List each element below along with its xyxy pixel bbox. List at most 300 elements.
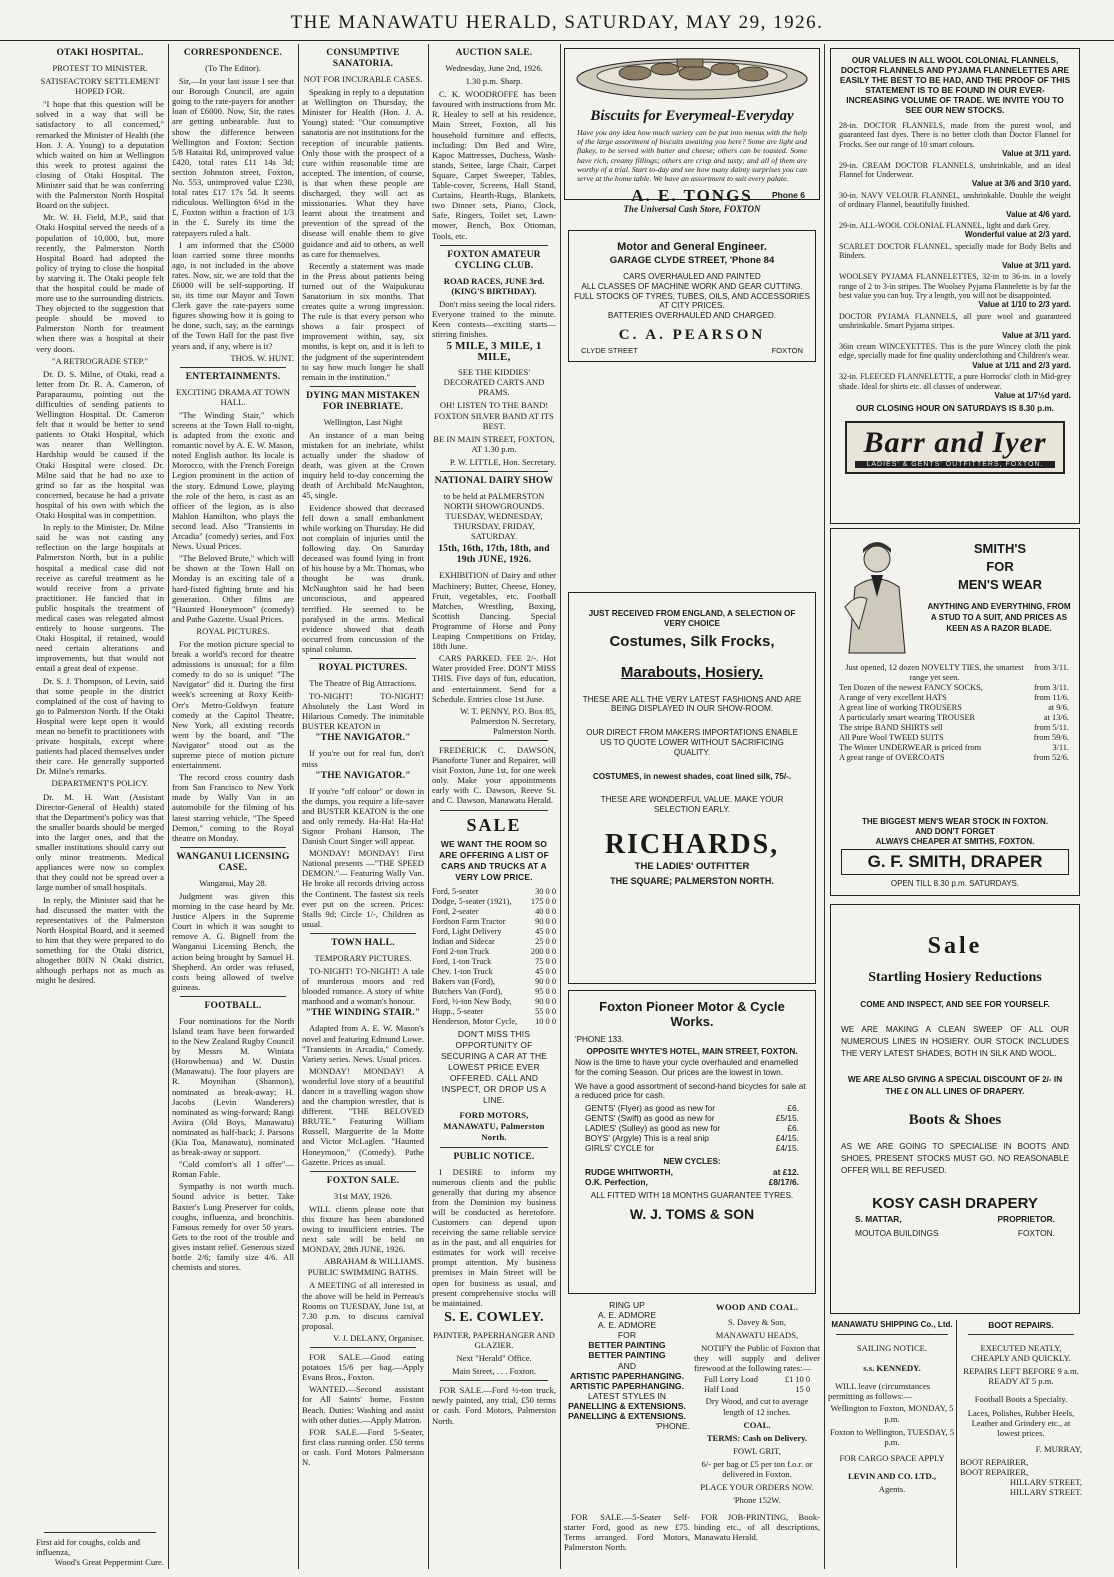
pioneer-phone: 'PHONE 133.: [575, 1035, 624, 1044]
car-row-price: 90 0 0: [535, 916, 556, 926]
boots-street: HILLARY STREET.: [1009, 1487, 1082, 1498]
divider: [836, 1334, 948, 1335]
notice-paragraph: CARS PARKED. FEE 2/-. Hot Water provided Free. DON'T MISS THIS. Five days of fun, education, and entertainment. Send for a Schedule. Entries close 1st June.: [432, 653, 556, 704]
column-rule: [168, 44, 169, 1569]
ok-label: O.K. Perfection,: [585, 1176, 648, 1187]
divider: [180, 996, 286, 997]
sale-heading: SALE: [466, 814, 522, 835]
boots-text: REPAIRS LEFT BEFORE 9 a.m. READY AT 5 p.m.: [963, 1366, 1079, 1387]
richards-text: THESE ARE ALL THE VERY LATEST FASHIONS AND ARE BEING DISPLAYED IN OUR SHOW-ROOM.: [582, 694, 802, 714]
wood-fowl-price: 6/- per bag or £5 per ton f.o.r. or delivered in Foxton.: [701, 1458, 813, 1480]
pearson-service: ALL CLASSES OF MACHINE WORK AND GEAR CUTTING.: [581, 281, 803, 291]
article-paragraph: The record cross country dash from San Francisco to New York made by Wally Van in an automobile for the filming of his latest starring vehicle, "The Speed Demon," coming to the Royal theatre on Monday.: [172, 772, 294, 843]
notice-paragraph: EXHIBITION of Dairy and other Machinery; Butter, Cheese, Honey, Fruit, vegetables, etc. Football Matches, Wrestling, Boxing, Scottish Dancing. Special Programme of Horse and Pony Leaping Competitions on Friday, 18th June.: [432, 570, 556, 652]
subheading: Wednesday, June 2nd, 1926.: [445, 63, 543, 73]
headline: CORRESPONDENCE.: [183, 48, 283, 58]
kosy-name: KOSY CASH DRAPERY: [872, 1194, 1038, 1212]
divider: [310, 658, 416, 659]
headline: ENTERTAINMENTS.: [185, 371, 281, 382]
shipping-text: WILL leave (circumstances permitting as follows:—: [828, 1381, 931, 1402]
flannels-intro: OUR VALUES IN ALL WOOL COLONIAL FLANNELS, DOCTOR FLANNELS AND PYJAMA FLANNELETTES ARE EASILY THE BEST TO BE HAD, AND THE PROOF OF THIS STATEMENT IS TO BE FOUND IN OUR EVER-INCREASING VOLUME OF TRADE. WE INVITE YOU TO SEE OUR NEW STOCKS.: [839, 55, 1071, 115]
shipping-agents: Agents.: [878, 1484, 906, 1495]
bike-row-price: £5/15.: [775, 1112, 799, 1123]
classified-ad: [564, 1512, 690, 1568]
notice-paragraph: A MEETING of all interested in the above will be held in Perreau's Rooms on TUESDAY, June 1st, at 7.30 p.m. to discuss carnival proposal.: [302, 1280, 424, 1331]
rudge-price: at £12.: [772, 1166, 799, 1177]
flannels-closing: OUR CLOSING HOUR ON SATURDAYS IS 8.30 p.m.: [856, 404, 1054, 414]
flannel-item: [839, 161, 1071, 189]
car-row-price: 200 0 0: [530, 946, 556, 956]
headline: TOWN HALL.: [331, 937, 395, 948]
admore-line: ARTISTIC PAPERHANGING.: [570, 1370, 684, 1381]
pearson-name: C. A. PEARSON: [618, 326, 766, 343]
flannel-price: Value at 3/6 and 3/10 yard.: [971, 179, 1071, 189]
signature: P. W. LITTLE, Hon. Secretary.: [449, 456, 556, 467]
car-row-label: Dodge, 5-seater (1921),: [432, 896, 512, 906]
divider: [440, 740, 548, 741]
classified-ad: FOR SALE.—Ford 5-Seater, first class running order. £50 terms or cash. Ford Motors Palmerston N.: [302, 1426, 424, 1467]
car-row: [432, 1007, 556, 1017]
subheading: SATISFACTORY SETTLEMENT HOPED FOR.: [40, 76, 160, 97]
pearson-service: FULL STOCKS OF TYRES, TUBES, OILS, AND ACCESSORIES AT CITY PRICES.: [574, 291, 810, 311]
car-row-label: Bakers van (Ford),: [432, 976, 496, 986]
car-row-label: Butchers Van (Ford),: [432, 986, 503, 996]
bike-row: [585, 1133, 799, 1143]
divider: [44, 1532, 156, 1533]
smith-row-label: A particularly smart wearing TROUSER: [839, 713, 976, 722]
admore-line: ARTISTIC PAPERHANGING.: [570, 1380, 684, 1391]
smiths-price-list: [839, 663, 1069, 763]
flannel-price: Value at 1/10 to 2/3 yard.: [978, 300, 1071, 310]
divider: [310, 386, 416, 387]
logo-subtext: LADIES' & GENTS' OUTFITTERS, FOXTON.: [855, 461, 1055, 468]
wood-rate-value: 15 0: [795, 1385, 810, 1395]
admore-line: A. E. ADMORE: [597, 1320, 657, 1331]
headline: FOOTBALL.: [204, 1000, 262, 1011]
cowley-trade: PAINTER, PAPERHANGER AND GLAZIER.: [433, 1329, 555, 1350]
bike-row-price: £4/15.: [775, 1142, 799, 1153]
kosy-boots: Boots & Shoes: [908, 1111, 1002, 1128]
car-row-label: Henderson, Motor Cycle,: [432, 1016, 518, 1026]
car-row: [432, 1017, 556, 1027]
smith-row: [839, 743, 1069, 753]
headline: NATIONAL DAIRY SHOW: [434, 476, 554, 486]
kosy-text: WE ARE MAKING A CLEAN SWEEP OF ALL OUR NUMEROUS LINES IN HOSIERY. OUR STOCK INCLUDES THE VERY LATEST SHADES, BOTH IN SILK AND WOOL.: [841, 1024, 1069, 1058]
car-row: [432, 957, 556, 967]
smith-row-label: A great line of working TROUSERS: [839, 703, 962, 712]
article-paragraph: Mr. W. H. Field, M.P., said that Otaki Hospital served the needs of a population of 10,000, but, more recently, the Palmerston North Hospital Board had adopted the policy of trying to close the hospital by starving it. The Otaki people felt that the hospital could be made of more use to the surrounding districts. They objected to the suggestion that people should be moved to Palmerston North for treatment when there was a hospital at their very doors.: [36, 212, 164, 354]
film-title: "THE WINDING STAIR.": [305, 1008, 421, 1019]
smith-row-label: Ten Dozen of the newest FANCY SOCKS,: [839, 683, 983, 692]
smith-row-price: at 9/6.: [1048, 703, 1069, 712]
headline: ROYAL PICTURES.: [318, 662, 408, 673]
article-paragraph: In reply, the Minister said that he had discussed the matter with the representatives of the Palmerston North Hospital Board, and it seemed to him that they were prepared to do something for the Otaki district, altogether 80IN N Otaki district, although perhaps not as much as might be desired.: [36, 894, 164, 986]
boots-text: EXECUTED NEATLY, CHEAPLY AND QUICKLY.: [971, 1343, 1071, 1364]
kosy-building: MOUTOA BUILDINGS: [855, 1227, 939, 1238]
subheading: PROTEST TO MINISTER.: [52, 63, 148, 73]
subheading: TEMPORARY PICTURES.: [314, 952, 412, 963]
article-paragraph: "Cold comfort's all I offer"—Roman Fable.: [172, 1159, 294, 1180]
shipping-route: Wellington to Foxton, MONDAY, 5 p.m.: [830, 1403, 954, 1424]
boots-trade: BOOT REPAIRER,: [960, 1467, 1029, 1478]
flannel-price: Value at 4/6 yard.: [1006, 209, 1071, 219]
kosy-town: FOXTON.: [1017, 1227, 1055, 1238]
car-row: [432, 887, 556, 897]
car-row: [432, 987, 556, 997]
richards-ad: [568, 592, 816, 984]
divider: [440, 1147, 548, 1148]
advert-line: First aid for coughs, colds and influenza,: [36, 1536, 141, 1557]
smith-row-price: from 11/6.: [1033, 693, 1069, 702]
kosy-text: COME AND INSPECT, AND SEE FOR YOURSELF.: [860, 1000, 1050, 1009]
subheading: Wellington, Last Night: [323, 416, 403, 427]
boots-text: Football Boots a Specialty.: [974, 1394, 1068, 1405]
richards-sub: THE LADIES' OUTFITTER: [634, 860, 750, 872]
kosy-cash-drapery-ad: [830, 904, 1080, 1314]
pioneer-text: We have a good assortment of second-hand bicycles for sale at a reduced price for cash.: [575, 1081, 806, 1101]
car-row-price: 175 0 0: [530, 896, 556, 906]
smith-row-price: from 59/6.: [1033, 733, 1069, 742]
car-row: [432, 997, 556, 1007]
flannel-item: [839, 372, 1071, 400]
divider: [310, 1347, 416, 1348]
car-row-price: 30 0 0: [535, 886, 556, 896]
bike-row-price: £4/15.: [775, 1132, 799, 1143]
smith-row-label: Just opened, 12 dozen NOVELTY TIES, the smartest range yet seen.: [845, 663, 1024, 682]
smiths-stock: ALWAYS CHEAPER AT SMITHS, FOXTON.: [875, 837, 1035, 846]
tongs-body: Have you any idea how much variety can be put into menus with the help of the large assortment of biscuits awaiting you here? Some are light and flakey, to be served with butter and cheese; others can be toasted. Some have rich, creamy fillings; others are crisp and tasty; and all of them are worthy of a trial. Start to-day and see how many dainty surprises you can serve at the home table. We have an assortment to suit every palate.: [577, 128, 807, 184]
article-paragraph: "The Winding Stair," which screens at the Town Hall to-night, is adapted from the exotic and romantic novel by A. E. W. Mason, noted English author. Its locale is Morocco, with the French Foreign Legion prominent in the action of the story. Edmund Lowe, playing the role of the hero, is cast as an officer of the legion, as is also Mahlon Hamilton, who plays the second lead. Also "Transients in Arcadia" (comedy) series, and Fox News. Usual Prices.: [172, 409, 294, 552]
article-paragraph: An instance of a man being mistaken for an inebriate, whilst actually under the shadow of death, was given at the Crown inquiry held to-day concerning the death of Archibald McNaughton, 45, single.: [302, 429, 424, 501]
admore-line: BETTER PAINTING: [588, 1340, 666, 1351]
pearson-service: BATTERIES OVERHAULED AND CHARGED.: [607, 311, 777, 321]
column-notices: [432, 46, 556, 1571]
boots-name: F. MURRAY,: [1035, 1443, 1082, 1454]
car-row: [432, 937, 556, 947]
article-paragraph: Sir,—In your last issue I see that our Borough Council, are again going to the rate-payers for another loan of £6000. Now, Sir, the rates are getting unbearable. Just to show the difference between Wellington and Foxton: Section 5/8 Hataitai Rd, unimproved value £420, total rates £11 14s 3d; section Johnston street, Foxton, No. 553, unimproved value £230, total rates £17 17s 5d. It seems ridiculous. Wellington 6½d in the £, Foxton within a fraction of 1/3 in the £. Surely its time the ratepayers ruled a halt.: [172, 76, 294, 238]
flannel-price: Value at 3/11 yard.: [1002, 149, 1071, 159]
notice-paragraph: Don't miss seeing the local riders. Everyone trained to the minute. Keen contests—exciting starts—stirring finishes.: [432, 298, 556, 340]
pearson-street: CLYDE STREET: [581, 345, 638, 355]
smith-row: [839, 703, 1069, 713]
article-paragraph: Dr. M. H. Watt (Assistant Director-General of Health) stated that the Department's policy was that the smaller boards should be merged into the larger ones, and that the smaller institutions should carry out only minor treatments. Medical appliances were now so complex that they could not be spread over a large number of small hospitals.: [36, 791, 164, 893]
tongs-biscuits-ad: [564, 48, 820, 215]
pioneer-text: Now is the time to have your cycle overhauled and enamelled for the coming Season. Our prices are the lowest in town.: [575, 1058, 799, 1077]
car-row-price: 45 0 0: [535, 926, 556, 936]
signature: W. T. PENNY, P.O. Box 85, Palmerston N. Secretary, Palmerston North.: [460, 705, 556, 736]
bike-row-label: GENTS' (Swift) as good as new for: [585, 1112, 715, 1123]
advert-paragraph: Adapted from A. E. W. Mason's novel and featuring Edmund Lowe. "Transients in Arcadia," Comedy. Variety series. News. Usual prices.: [302, 1023, 424, 1064]
column-sanatoria: [302, 46, 424, 1571]
smiths-tagline: ANYTHING AND EVERYTHING, FROM A STUD TO A SUIT, AND PRICES AS KEEN AS A RAZOR BLADE.: [927, 602, 1071, 633]
bike-row: [585, 1143, 799, 1153]
show-dates: 15th, 16th, 17th, 18th, and 19th JUNE, 1926.: [438, 544, 550, 566]
flannel-price: Value at 1/11 and 2/3 yard.: [972, 360, 1071, 370]
rudge-label: RUDGE WHITWORTH,: [585, 1166, 673, 1177]
bike-row-label: LADIES' (Sulley) as good as new for: [585, 1122, 721, 1133]
flannel-description: 29-in. ALL-WOOL COLONIAL FLANNEL, light and dark Grey.: [839, 221, 1051, 231]
subheading: The Theatre of Big Attractions.: [309, 677, 417, 688]
flannel-description: 28-in. DOCTOR FLANNELS, made from the purest wool, and guaranteed fast dyes. There is no better cloth than Doctor Flannel for Frocks. See our range of 10 smart colours.: [839, 121, 1071, 149]
admore-line: A. E. ADMORE: [597, 1310, 657, 1321]
admore-line: BETTER PAINTING: [588, 1350, 666, 1361]
pearson-address: GARAGE CLYDE STREET, 'Phone 84: [609, 255, 775, 266]
classified-ad: FOR SALE.—Good eating potatoes 15/6 per bag.—Apply Evans Bros., Foxton.: [302, 1352, 424, 1383]
smiths-stock: THE BIGGEST MEN'S WEAR STOCK IN FOXTON.: [861, 817, 1049, 826]
column-rule: [298, 44, 299, 1569]
car-row-price: 90 0 0: [535, 996, 556, 1006]
flannel-price: Wonderful value at 2/3 yard.: [964, 230, 1071, 240]
admore-line: 'PHONE.: [655, 1421, 690, 1432]
bike-row-price: £6.: [787, 1102, 799, 1113]
car-row-label: Indian and Sidecar: [432, 936, 495, 946]
cowley-address: Next "Herald" Office.: [456, 1353, 532, 1364]
bike-row: [585, 1103, 799, 1113]
car-row-price: 40 0 0: [535, 906, 556, 916]
flannel-item: [839, 312, 1071, 340]
subheading: PUBLIC SWIMMING BATHS.: [307, 1267, 419, 1278]
car-row-label: Ford, Light Delivery: [432, 926, 502, 936]
wood-coal-ad: [694, 1300, 820, 1506]
pioneer-new-cycles: NEW CYCLES:: [663, 1156, 721, 1166]
wood-rate-value: £1 10 0: [784, 1375, 810, 1385]
subheading: 31st MAY, 1926.: [333, 1190, 393, 1201]
shipping-agent: LEVIN AND CO. LTD.,: [847, 1470, 937, 1481]
divider: [440, 245, 548, 246]
column-rule: [824, 44, 825, 1569]
article-paragraph: Evidence showed that deceased fell down a small embankment while working on Thursday. He did not complain of injuries until the following day. On Saturday deceased was found lying in front of his house by a Mr. Thomas, who thought he was drunk. McNaughton said he had been unconscious, and appeared terrified. He seemed to be paralysed in the arms. Medical evidence showed that death occurred from concussion of the spinal column.: [302, 502, 424, 654]
article-paragraph: Dr. S. J. Thompson, of Levin, said that some people in the district complained of the cost of having to go to Palmerston North. If the Otaki Hospital were kept open it would mean no benefit to practitioners with private hospitals, except where patients had placed themselves under their care. He generally supported Dr. Milne's remarks.: [36, 675, 164, 777]
divider: [440, 810, 548, 811]
classified-ad: FOR SALE.—Ford ½-ton truck, newly painted, any trial, £50 terms or cash. Ford Motors, Palmerston North.: [432, 1385, 556, 1426]
notice-paragraph: FREDERICK C. DAWSON, Pianoforte Tuner and Repairer, will visit Foxton, June 1st, for one week only. Make your appointments early with C. Dawson, Reeve St. and C. Dawson, Manawatu Herald.: [432, 744, 556, 806]
wood-sub: MANAWATU HEADS,: [715, 1330, 799, 1341]
flannel-item: [839, 272, 1071, 310]
column-rule: [560, 44, 561, 1569]
headline: FOXTON SALE.: [326, 1175, 400, 1186]
flannel-description: 30-in. NAVY VELOUR FLANNEL, unshrinkable. Double the weight of ordinary Flannel, beautifully finished.: [839, 190, 1071, 210]
richards-text: OUR DIRECT FROM MAKERS IMPORTATIONS ENABLE US TO QUOTE LOWER WITHOUT SACRIFICING QUALITY.: [586, 728, 798, 757]
tongs-tagline: Biscuits for Everymeal-Everyday: [590, 108, 794, 124]
car-row-label: Ford, ½-ton New Body,: [432, 996, 512, 1006]
subheading: (To The Editor).: [205, 63, 261, 73]
bike-row-price: £6.: [787, 1122, 799, 1133]
pearson-service: CARS OVERHAULED AND PAINTED: [623, 272, 761, 281]
car-row: [432, 917, 556, 927]
advert-paragraph: MONDAY! MONDAY! First National presents —"THE SPEED DEMON."— Featuring Wally Van. He broke all records driving across the Continent. The fastest six reels ever put on the screen. Prices: Stalls 9d; Circle 1/-, Children as usual.: [302, 848, 424, 929]
kosy-text: AS WE ARE GOING TO SPECIALISE IN BOOTS AND SHOES, PRESENT STOCKS MUST GO. NO REASONABLE OFFER WILL BE REFUSED.: [841, 1141, 1069, 1175]
boots-heading: BOOT REPAIRS.: [988, 1320, 1054, 1330]
car-row: [432, 897, 556, 907]
flannel-description: 36in cream WINCEYETTES. This is the pure Wincey cloth the pink edge, specially made for fine quality underclothing and Children's wear.: [839, 341, 1071, 361]
car-row: [432, 947, 556, 957]
flannel-price: Value at 1/7½d yard.: [994, 390, 1071, 400]
tongs-name: A. E. TONGS: [631, 186, 753, 206]
kosy-discount: WE ARE ALSO GIVING A SPECIAL DISCOUNT OF 2/- IN THE £ ON ALL LINES OF DRAPERY.: [847, 1074, 1063, 1096]
smiths-mens-wear-ad: [830, 528, 1080, 896]
tongs-store: The Universal Cash Store, FOXTON: [623, 204, 761, 215]
shipping-notice: [828, 1320, 956, 1568]
car-row-price: 90 0 0: [535, 976, 556, 986]
bike-row: [585, 1113, 799, 1123]
film-title: "THE NAVIGATOR.": [315, 733, 411, 744]
pioneer-title: Foxton Pioneer Motor & Cycle Works.: [599, 999, 785, 1029]
flannel-description: 32-in. FLEECED FLANNELETTE, a pure Horrocks' cloth in Mid-grey shade. Ideal for shirts etc. all classes of underwear.: [839, 372, 1071, 391]
smiths-for: FOR: [986, 559, 1014, 574]
race-distances: 5 MILE, 3 MILE, 1 MILE,: [446, 340, 542, 364]
cowley-address: Main Street, . . . Foxton.: [451, 1366, 537, 1377]
bike-row-label: GENTS' (Flyer) as good as new for: [585, 1102, 716, 1113]
pioneer-guarantee: ALL FITTED WITH 18 MONTHS GUARANTEE TYRES.: [590, 1190, 794, 1200]
car-row-price: 95 0 0: [535, 986, 556, 996]
bike-row: [585, 1123, 799, 1133]
flannel-description: 29-in. CREAM DOCTOR FLANNELS, unshrinkable, and an ideal Flannel for Underwear.: [839, 160, 1071, 180]
tongs-phone: Phone 6: [771, 190, 805, 201]
boot-repairs-ad: [960, 1320, 1082, 1568]
admore-line: AND: [617, 1360, 637, 1371]
flannel-item: [839, 191, 1071, 219]
wood-text: NOTIFY the Public of Foxton that they will supply and deliver firewood at the following rates:—: [694, 1343, 820, 1374]
flannel-description: WOOLSEY PYJAMA FLANNELETTES, 32-in to 36-in. in a lovely range of 2 to 3-in stripes. The Woolsey Pyjama Flannelette is by far the best value you can buy. Try a length, you will not be disappointed.: [839, 272, 1071, 300]
headline: FOXTON AMATEUR CYCLING CLUB.: [447, 249, 541, 271]
advert-paragraph: TO-NIGHT! TO-NIGHT! A tale of murderous moors and red blooded romance. A story of white manhood and a woman's honour.: [302, 966, 424, 1007]
signature: V. J. DELANY, Organiser.: [333, 1332, 424, 1343]
car-row-price: 45 0 0: [535, 966, 556, 976]
smith-row-price: at 13/6.: [1043, 713, 1069, 722]
ok-price: £8/17/6.: [768, 1176, 799, 1187]
wood-phone: 'Phone 152W.: [733, 1495, 781, 1506]
admore-ad: [564, 1300, 690, 1506]
car-row-label: Chev. 1-ton Truck: [432, 966, 493, 976]
divider: [310, 1171, 416, 1172]
advert-paragraph: TO-NIGHT! TO-NIGHT! Absolutely the Last Word in Hilarious Comedy. The inimitable BUSTER KEATON in: [302, 691, 424, 732]
signature: FORD MOTORS, MANAWATU, Palmerston North.: [443, 1109, 545, 1142]
wood-fowl: FOWL GRIT,: [733, 1445, 781, 1456]
pearson-garage-ad: [568, 230, 816, 362]
smiths-name: G. F. SMITH, DRAPER: [841, 849, 1069, 875]
bike-price-list: [569, 1103, 815, 1153]
sale-subheading: WE WANT THE ROOM SO ARE OFFERING A LIST OF CARS AND TRUCKS AT A VERY LOW PRICE.: [439, 838, 549, 882]
shipping-heading: MANAWATU SHIPPING Co., Ltd.: [831, 1320, 953, 1329]
subheading: NOT FOR INCURABLE CASES.: [303, 74, 423, 84]
headline: OTAKI HOSPITAL.: [56, 48, 144, 58]
smith-row-price: from 52/6.: [1033, 753, 1069, 762]
divider: [180, 367, 286, 368]
smith-row-price: 3/11.: [1052, 743, 1069, 752]
signature: THOS. W. HUNT.: [230, 352, 294, 363]
car-row-label: Ford, 5-seater: [432, 886, 479, 896]
classified-ad: WANTED.—Second assistant for All Saints' home, Foxton Beach. Duties: Washing and assist with other duties.—Apply Matron.: [302, 1384, 424, 1425]
flannel-item: [839, 242, 1071, 270]
subheading: to be held at PALMERSTON NORTH SHOWGROUNDS. TUESDAY, WEDNESDAY, THURSDAY, FRIDAY, SATURDAY.: [443, 491, 545, 542]
car-row-price: 25 0 0: [535, 936, 556, 946]
admore-line: PANELLING & EXTENSIONS.: [568, 1411, 686, 1422]
divider: [440, 471, 548, 472]
flannel-item: [839, 121, 1071, 159]
smith-row: [839, 713, 1069, 723]
flannel-price: Value at 3/11 yard.: [1002, 330, 1071, 340]
cars-price-list: [432, 887, 556, 1027]
flannels-list: [831, 121, 1079, 400]
gentleman-illustration: [837, 537, 919, 657]
notice-line: BE IN MAIN STREET, FOXTON, AT 1.30 p.m.: [433, 433, 555, 454]
classified-ad-text: FOR SALE.—5-Seater Self-starter Ford, good as new £75. Terms arranged. Ford Motors, Palmerston North.: [564, 1512, 690, 1553]
notice-line: OH! LISTEN TO THE BAND! FOXTON SILVER BAND AT ITS BEST.: [434, 400, 554, 431]
car-row-price: 75 0 0: [535, 956, 556, 966]
car-row: [432, 967, 556, 977]
kosy-sale: Sale: [927, 933, 983, 959]
article-paragraph: Judgment was given this morning in the case heard by Mr. Justice Alpers in the Supreme Court in which it was sought to remove A. G. Bignell from the Wanganui Licensing Bench, the action being brought by Samuel H. Shepherd. An order was refused, costs being allowed of twelve guineas.: [172, 890, 294, 992]
richards-costume-price: COSTUMES, in newest shades, coat lined silk, 75/-.: [592, 771, 792, 781]
car-row-label: Hupp., 5-seater: [432, 1006, 484, 1016]
article-paragraph: In reply to the Minister, Dr. Milne said he was not casting any reflection on the large hospitals at Palmerston North, but in a public hospital a medical case did not receive as careful treatment as he would receive from a private practitioner. He fancied that in public hospitals the treatment of medical cases was relegated almost entirely to house surgeons. The Otaki Hospital, if retained, would need certain alterations and improvements, but that would not entail a great deal of expense.: [36, 522, 164, 674]
richards-text: THESE ARE WONDERFUL VALUE. MAKE YOUR SELECTION EARLY.: [600, 795, 784, 815]
smith-row-label: A great range of OVERCOATS: [839, 753, 945, 762]
smiths-title: SMITH'S: [973, 541, 1027, 556]
kosy-proprietor-name: S. MATTAR,: [855, 1213, 902, 1224]
article-paragraph: Four nominations for the North Island team have been forwarded to the New Zealand Rugby Council by Messrs M. Winiata (Horowhenua) and W. Dustin (Manawatu). The four players are R. Moynihan (Shannon), nominated as break-away; H. Jacobs (Levin Wanderers) nominated as wing-forward; Rangi Aviira (Old Boys, Manawatu) nominated as half-back; J. Parsons (Kia Toa, Manawatu), nominated as break-away or support.: [172, 1015, 294, 1158]
smith-row: [839, 723, 1069, 733]
car-row-price: 10 0 0: [535, 1016, 556, 1026]
divider: [440, 1380, 548, 1381]
flannel-price: Value at 3/11 yard.: [1002, 260, 1071, 270]
subheading: Wanganui, May 28.: [199, 877, 267, 888]
richards-name: RICHARDS,: [604, 828, 780, 860]
barr-iyer-logo: [845, 421, 1065, 474]
smiths-mens-wear: MEN'S WEAR: [958, 577, 1042, 592]
subheading: 1.30 p.m. Sharp.: [465, 76, 523, 87]
notice-line: SEE THE KIDDIES' DECORATED CARTS AND PRAMS.: [443, 367, 545, 398]
headline: CONSUMPTIVE SANATORIA.: [326, 48, 400, 69]
car-row-label: Ford 2-ton Truck: [432, 946, 490, 956]
smith-row-label: The stripe BAND SHIRTS sell: [839, 723, 943, 732]
car-row: [432, 907, 556, 917]
article-paragraph: Sympathy is not worth much. Sound advice is better. Take Baxter's Lung Preserver for colds, coughs, influenza, and bronchitis. Famous remedy for over 50 years. Gets to the root of the trouble and gives instant relief. Generous sized bottle 2/6; family size 4/6. All chemists and stores.: [172, 1181, 294, 1273]
article-paragraph: "The Beloved Brute," which will be shown at the Town Hall on Monday is an exciting tale of a hard-fisted fighting brute and his generation. Other films are "Haunted Honeymoon" (comedy) and Pathe Gazette. Usual Prices.: [172, 553, 294, 624]
smith-row-label: The Winter UNDERWEAR is priced from: [839, 743, 982, 752]
shipping-sub: SAILING NOTICE.: [856, 1343, 928, 1354]
bike-row-label: BOYS' (Argyle) This is a real snip: [585, 1132, 709, 1143]
smith-row: [839, 693, 1069, 703]
notice-paragraph: C. K. WOODROFFE has been favoured with instructions from Mr. R. Healey to sell at his residence, Main Street, Foxton, all his household furniture and effects, including: Dm Bed and Wire, Kapoc Mattresses, Duchess, Wash-stands, Settee, large Chair, Carpet Square, Carpet Sweeper, Tables, Table-cover, Screens, Hall Stand, Curtains, Hearth-Rugs, Blankets, two Dinner sets, Piano, Clock, Safe, Ringers, Toilet set, Lawn-mower, Bench, Box Ottoman, Tools, etc.: [432, 89, 556, 241]
smith-row: [839, 753, 1069, 763]
shipping-route: Foxton to Wellington, TUESDAY, 5 p.m.: [829, 1426, 955, 1447]
car-row-price: 55 0 0: [535, 1006, 556, 1016]
boots-street: HILLARY STREET,: [1009, 1477, 1082, 1488]
shipping-cargo: FOR CARGO SPACE APPLY: [839, 1452, 945, 1463]
masthead: [0, 0, 1114, 41]
classified-ad: [694, 1512, 820, 1568]
wood-rate-label: Full Lorry Load: [704, 1375, 758, 1385]
sale-tagline: DON'T MISS THIS OPPORTUNITY OF SECURING A CAR AT THE LOWEST PRICE EVER OFFERED. CALL AND INSPECT, OR DROP US A LINE.: [440, 1028, 548, 1105]
flannel-description: DOCTOR PYJAMA FLANNELS, all pure wool and guaranteed unshrinkable. Smart Pyjama stripes.: [839, 311, 1071, 331]
pearson-town: FOXTON: [771, 345, 803, 355]
advert-paragraph: If you're "off colour" or down in the dumps, you require a life-saver and BUSTER KEATON is the one and only remedy. Ha-Ha! Ha-Ha! Signor Probani Hanson, The Danish Court Singer will appear.: [302, 785, 424, 847]
flannel-item: [839, 342, 1071, 370]
smiths-stock: AND DON'T FORGET: [915, 827, 995, 836]
wood-terms: TERMS: Cash on Delivery.: [706, 1432, 808, 1443]
subheading: EXCITING DRAMA AT TOWN HALL.: [176, 386, 290, 407]
smith-row-price: from 5/11.: [1033, 723, 1069, 732]
biscuit-plate-illustration: [565, 49, 819, 101]
richards-intro: JUST RECEIVED FROM ENGLAND, A SELECTION OF VERY CHOICE: [588, 609, 796, 628]
smith-row: [839, 663, 1069, 683]
wood-coal: COAL.: [743, 1419, 771, 1430]
smith-row-price: from 3/11.: [1033, 663, 1069, 672]
article-paragraph: For the motion picture special to break a world's record for theatre admissions is unusual; for a film comedy to do so is unique! "The Navigator" did it. During the first week's screening at Roxy Keith-Orr's Metro-Goldwyn feature comedy at the Capitol Theatre, New York, all existing records went by the board, and "The Navigator" stood out as the supreme piece of motion picture entertainment.: [172, 638, 294, 771]
logo-text: Barr and Iyer: [863, 426, 1047, 460]
richards-address: THE SQUARE; PALMERSTON NORTH.: [610, 875, 774, 886]
